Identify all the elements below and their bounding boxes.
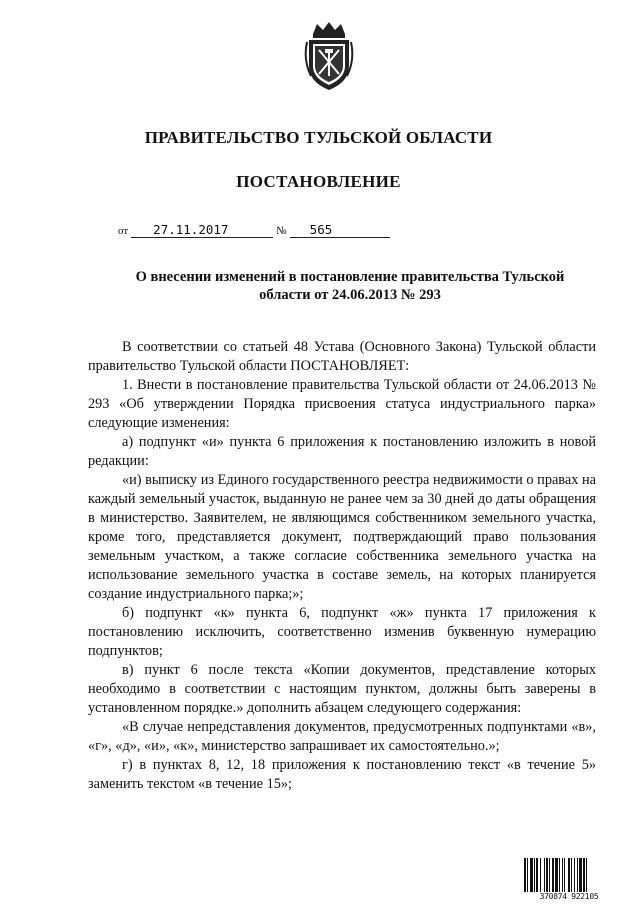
government-title: ПРАВИТЕЛЬСТВО ТУЛЬСКОЙ ОБЛАСТИ: [144, 128, 493, 147]
body-paragraph: «и) выписку из Единого государственного реестра недвижимости о правах на каждый земельный участок, выданную не ранее чем за 30 дней до даты обращения в министерство. Заявителем, не являющимся собственником земельного участка, кроме того, представляется документ, подтверждающий право пользования земельным участком, а также согласие собственника земельного участка на использование земельного участка в составе земель, на которых планируется создание индустриального парка;»;: [88, 472, 596, 602]
barcode: [523, 858, 615, 902]
document-number: 565: [290, 222, 390, 238]
body-paragraph: г) в пунктах 8, 12, 18 приложения к постановлению текст «в течение 5» заменить текстом «в течение 15»;: [88, 757, 596, 792]
barcode-icon: [523, 858, 615, 892]
body-paragraph: а) подпункт «и» пункта 6 приложения к постановлению изложить в новой редакции:: [88, 434, 596, 469]
number-label: №: [276, 225, 287, 237]
subject-line: О внесении изменений в постановление правительства Тульской: [135, 269, 565, 285]
registration-line: [118, 222, 390, 238]
body-paragraph: б) подпункт «к» пункта 6, подпункт «ж» пункта 17 приложения к постановлению исключить, соответственно изменив буквенную нумерацию подпунктов;: [88, 605, 596, 659]
barcode-number: 370874 922105: [539, 892, 599, 901]
document-subject: [100, 268, 600, 304]
body-paragraph: «В случае непредставления документов, предусмотренных подпунктами «в», «г», «д», «и», «к», министерство запрашивает их самостоятельно.»;: [88, 719, 596, 754]
document-date: 27.11.2017: [131, 222, 273, 238]
date-label: от: [118, 225, 129, 237]
subject-line: области от 24.06.2013 № 293: [259, 287, 441, 303]
tula-coat-of-arms-icon: [303, 20, 355, 92]
document-type-title: ПОСТАНОВЛЕНИЕ: [236, 172, 401, 191]
body-paragraph: В соответствии со статьей 48 Устава (Основного Закона) Тульской области правительство Тульской области ПОСТАНОВЛЯЕТ:: [88, 339, 596, 374]
document-body: [88, 338, 596, 794]
body-paragraph: 1. Внести в постановление правительства Тульской области от 24.06.2013 № 293 «Об утверждении Порядка присвоения статуса индустриального парка» следующие изменения:: [88, 377, 596, 431]
body-paragraph: в) пункт 6 после текста «Копии документов, представление которых необходимо в соответствии с настоящим пунктом, должны быть заверены в установленном порядке.» дополнить абзацем следующего содержания:: [88, 662, 596, 716]
